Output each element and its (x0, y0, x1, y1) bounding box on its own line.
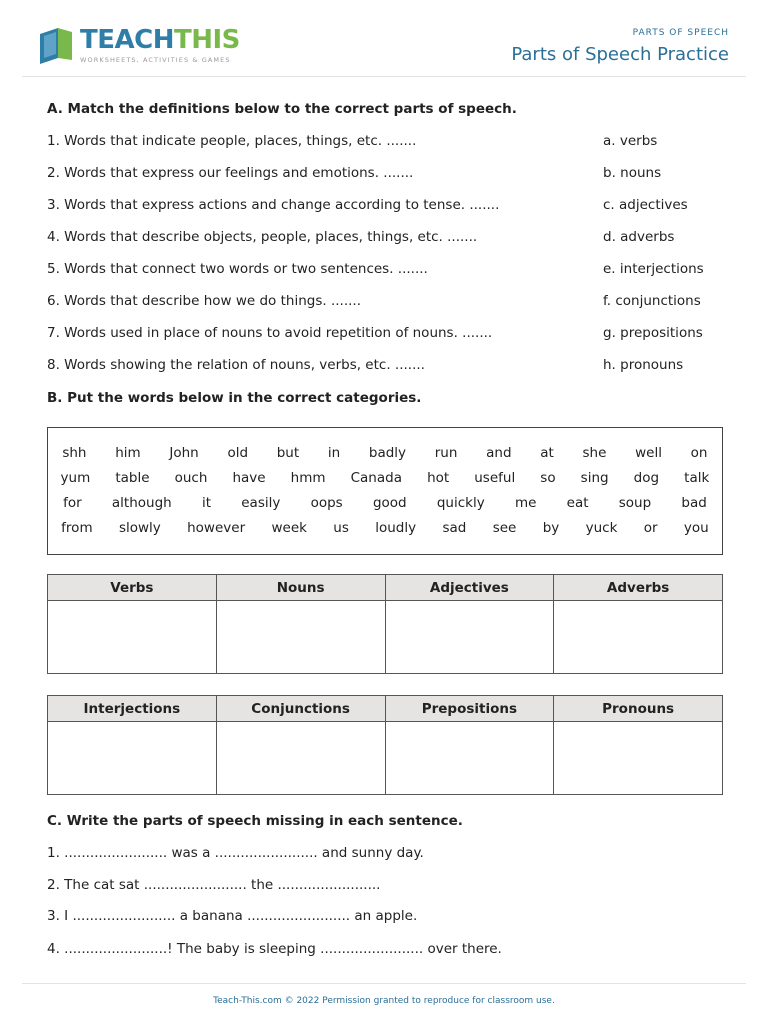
word: on (690, 445, 708, 461)
word: dog (633, 470, 660, 486)
categories-table-2 (47, 695, 723, 795)
sentence-item: 1. ........................ was a ........................ and sunny day. (47, 845, 424, 861)
word-row (48, 470, 722, 490)
column-header-adjectives: Adjectives (385, 575, 554, 601)
answer-option: h. pronouns (603, 357, 684, 373)
word: ouch (174, 470, 208, 486)
word: she (582, 445, 607, 461)
word: quickly (436, 495, 485, 511)
column-header-nouns: Nouns (216, 575, 385, 601)
column-header-verbs: Verbs (48, 575, 217, 601)
word: so (540, 470, 556, 486)
answer-cell-verbs[interactable] (48, 601, 217, 674)
word-row (48, 520, 722, 540)
answer-cell-nouns[interactable] (216, 601, 385, 674)
word: bad (681, 495, 707, 511)
word: although (111, 495, 172, 511)
word: yuck (585, 520, 618, 536)
worksheet-title: Parts of Speech Practice (511, 44, 729, 65)
answer-option: a. verbs (603, 133, 658, 149)
word: table (115, 470, 150, 486)
word: hmm (290, 470, 326, 486)
word: run (434, 445, 458, 461)
word: John (169, 445, 199, 461)
book-logo-icon (36, 24, 74, 64)
answer-cell-conjunctions[interactable] (216, 722, 385, 795)
word: in (327, 445, 341, 461)
definition-item: 2. Words that express our feelings and emotions. ....... (47, 165, 414, 181)
word: see (492, 520, 517, 536)
answer-cell-prepositions[interactable] (385, 722, 554, 795)
word: but (276, 445, 300, 461)
word-row (48, 445, 722, 465)
word: you (683, 520, 709, 536)
sentence-item: 2. The cat sat ........................ the ........................ (47, 877, 381, 893)
word: loudly (375, 520, 417, 536)
logo-wordmark: TEACHTHIS (80, 25, 240, 55)
answer-cell-adverbs[interactable] (554, 601, 723, 674)
word: slowly (118, 520, 161, 536)
word: and (486, 445, 512, 461)
column-header-prepositions: Prepositions (385, 696, 554, 722)
definition-item: 1. Words that indicate people, places, things, etc. ....... (47, 133, 417, 149)
word-bank (47, 427, 723, 555)
word: us (333, 520, 349, 536)
word: me (514, 495, 537, 511)
section-b-heading: B. Put the words below in the correct categories. (47, 390, 422, 406)
column-header-pronouns: Pronouns (554, 696, 723, 722)
definition-item: 8. Words showing the relation of nouns, verbs, etc. ....... (47, 357, 425, 373)
word: have (232, 470, 266, 486)
definition-item: 7. Words used in place of nouns to avoid repetition of nouns. ....... (47, 325, 493, 341)
answer-option: d. adverbs (603, 229, 675, 245)
definition-item: 6. Words that describe how we do things. ....... (47, 293, 361, 309)
section-a-heading: A. Match the definitions below to the correct parts of speech. (47, 101, 517, 117)
word: at (540, 445, 554, 461)
word-row (48, 495, 722, 515)
word: badly (368, 445, 407, 461)
word: well (635, 445, 662, 461)
column-header-adverbs: Adverbs (554, 575, 723, 601)
definition-item: 5. Words that connect two words or two sentences. ....... (47, 261, 428, 277)
word: eat (566, 495, 589, 511)
answer-option: g. prepositions (603, 325, 703, 341)
word: easily (241, 495, 281, 511)
header-divider (22, 76, 746, 77)
sentence-item: 3. I ........................ a banana ........................ an apple. (47, 908, 418, 924)
column-header-conjunctions: Conjunctions (216, 696, 385, 722)
worksheet-category: PARTS OF SPEECH (632, 28, 729, 38)
answer-cell-pronouns[interactable] (554, 722, 723, 795)
answer-option: e. interjections (603, 261, 704, 277)
word: sad (442, 520, 467, 536)
categories-table-1 (47, 574, 723, 674)
column-header-interjections: Interjections (48, 696, 217, 722)
definition-item: 3. Words that express actions and change according to tense. ....... (47, 197, 500, 213)
word: from (61, 520, 93, 536)
word: old (227, 445, 249, 461)
definition-item: 4. Words that describe objects, people, places, things, etc. ....... (47, 229, 478, 245)
footer-divider (22, 983, 746, 984)
answer-option: b. nouns (603, 165, 662, 181)
word: or (643, 520, 658, 536)
word: talk (684, 470, 710, 486)
answer-cell-adjectives[interactable] (385, 601, 554, 674)
sentence-item: 4. ........................! The baby is sleeping ........................ over there. (47, 941, 502, 957)
word: useful (474, 470, 516, 486)
word: hot (427, 470, 450, 486)
section-c-heading: C. Write the parts of speech missing in each sentence. (47, 813, 463, 829)
word: good (372, 495, 407, 511)
word: oops (310, 495, 343, 511)
word: sing (580, 470, 609, 486)
copyright-footer: Teach-This.com © 2022 Permission granted to reproduce for classroom use. (213, 996, 555, 1006)
brand-logo (36, 22, 240, 70)
word: shh (62, 445, 87, 461)
answer-option: c. adjectives (603, 197, 688, 213)
word: Canada (350, 470, 402, 486)
answer-cell-interjections[interactable] (48, 722, 217, 795)
word: it (201, 495, 212, 511)
word: for (63, 495, 82, 511)
logo-tagline: WORKSHEETS, ACTIVITIES & GAMES (80, 56, 231, 64)
word: however (187, 520, 246, 536)
word: soup (618, 495, 652, 511)
word: yum (60, 470, 91, 486)
word: week (271, 520, 307, 536)
answer-option: f. conjunctions (603, 293, 701, 309)
word: by (542, 520, 560, 536)
word: him (115, 445, 141, 461)
